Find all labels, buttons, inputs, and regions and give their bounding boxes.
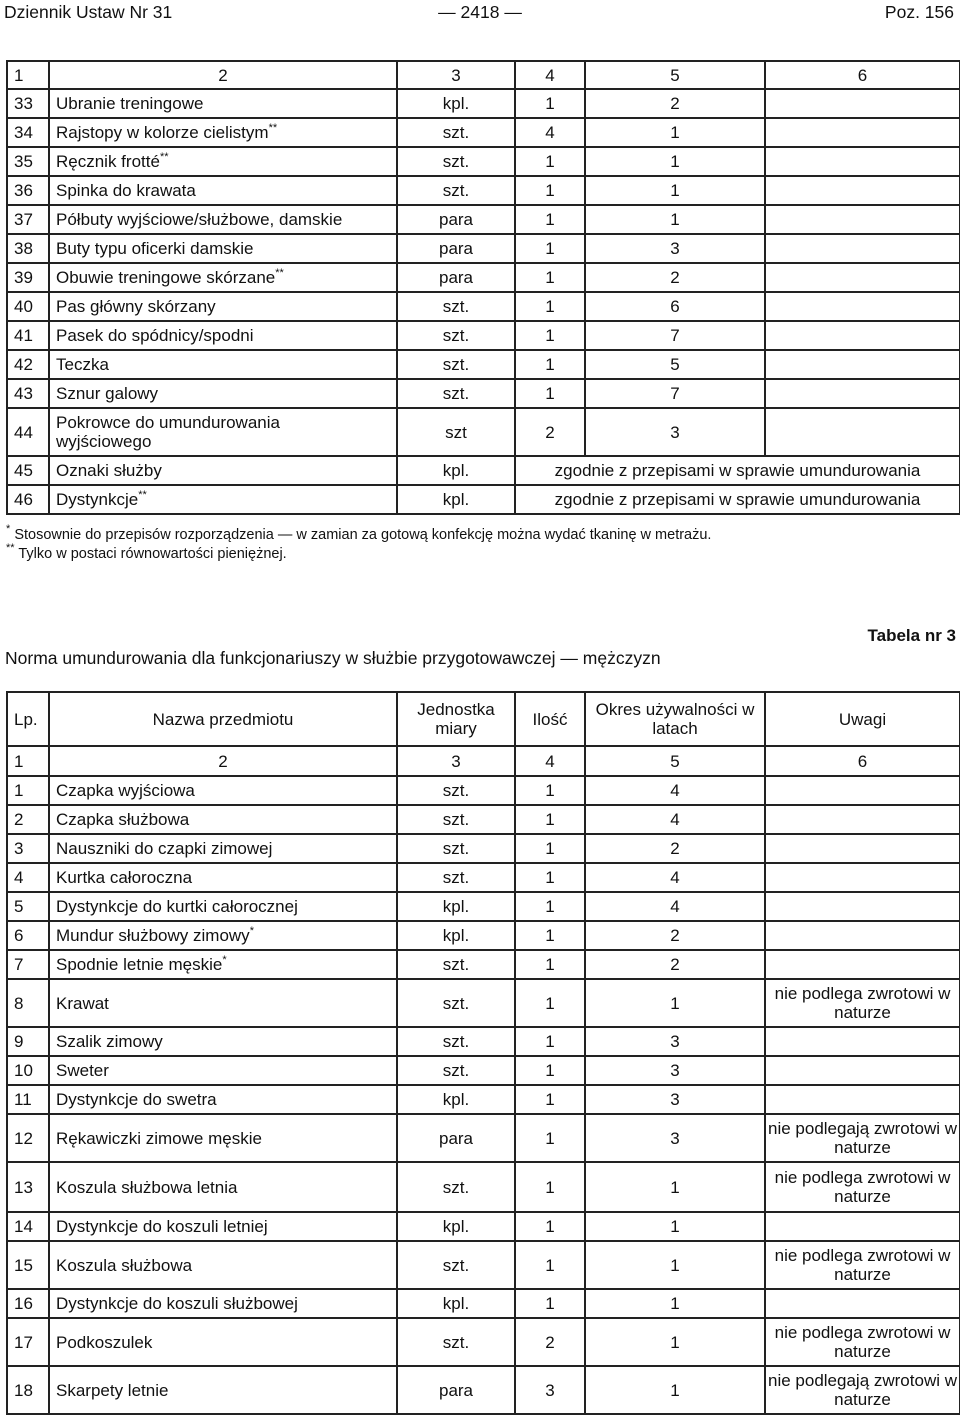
row-qty: 4 [515,118,585,147]
row-lp: 13 [7,1162,49,1212]
row-unit: szt. [397,1162,515,1212]
row-merged-note: zgodnie z przepisami w sprawie umundurowania [515,485,960,514]
row-note: nie podlega zwrotowi w naturze [765,1162,960,1212]
row-unit: kpl. [397,485,515,514]
row-qty: 1 [515,1162,585,1212]
row-qty: 1 [515,1241,585,1289]
table-label: Tabela nr 3 [867,626,956,645]
row-merged-note: zgodnie z przepisami w sprawie umundurowania [515,456,960,485]
row-unit: szt. [397,292,515,321]
row-unit: kpl. [397,456,515,485]
row-period: 6 [585,292,765,321]
table-row [7,350,960,379]
row-qty: 1 [515,1289,585,1318]
row-unit: szt. [397,147,515,176]
row-qty: 1 [515,1085,585,1114]
row-qty: 3 [515,1366,585,1414]
row-qty: 1 [515,1027,585,1056]
row-lp: 18 [7,1366,49,1414]
row-qty: 1 [515,805,585,834]
row-name: Dystynkcje** [49,485,397,514]
table-row [7,979,960,1027]
column-number: 1 [7,746,49,776]
column-number: 4 [515,746,585,776]
row-note [765,176,960,205]
row-lp: 8 [7,979,49,1027]
row-name: Koszula służbowa letnia [49,1162,397,1212]
row-name: Czapka wyjściowa [49,776,397,805]
row-period: 3 [585,1056,765,1085]
row-name: Obuwie treningowe skórzane** [49,263,397,292]
row-period: 1 [585,979,765,1027]
row-lp: 9 [7,1027,49,1056]
row-lp: 4 [7,863,49,892]
row-unit: szt [397,408,515,456]
row-unit: kpl. [397,89,515,118]
row-lp: 11 [7,1085,49,1114]
row-lp: 16 [7,1289,49,1318]
row-name: Dystynkcje do koszuli letniej [49,1212,397,1241]
table-women-continued [6,60,960,515]
row-note [765,950,960,979]
row-name: Rękawiczki zimowe męskie [49,1114,397,1162]
row-lp: 36 [7,176,49,205]
row-note [765,292,960,321]
column-number: 5 [585,746,765,776]
row-unit: kpl. [397,1212,515,1241]
row-period: 1 [585,118,765,147]
row-name: Dystynkcje do kurtki całorocznej [49,892,397,921]
table-row [7,1027,960,1056]
row-period: 1 [585,1318,765,1366]
row-note [765,321,960,350]
row-unit: szt. [397,176,515,205]
table-row [7,456,960,485]
row-period: 3 [585,234,765,263]
table-row [7,234,960,263]
row-note [765,1027,960,1056]
row-period: 1 [585,176,765,205]
row-unit: kpl. [397,1085,515,1114]
table-row [7,892,960,921]
row-period: 1 [585,1289,765,1318]
row-period: 3 [585,408,765,456]
row-period: 1 [585,205,765,234]
row-qty: 1 [515,350,585,379]
row-qty: 1 [515,863,585,892]
row-lp: 35 [7,147,49,176]
row-name: Buty typu oficerki damskie [49,234,397,263]
column-number: 3 [397,746,515,776]
row-lp: 41 [7,321,49,350]
row-lp: 12 [7,1114,49,1162]
row-name: Dystynkcje do koszuli służbowej [49,1289,397,1318]
row-name: Sweter [49,1056,397,1085]
row-period: 2 [585,834,765,863]
row-qty: 1 [515,1212,585,1241]
table-row [7,1114,960,1162]
row-name: Skarpety letnie [49,1366,397,1414]
table-row [7,1241,960,1289]
row-lp: 6 [7,921,49,950]
row-name: Ubranie treningowe [49,89,397,118]
row-unit: szt. [397,321,515,350]
journal-title: Dziennik Ustaw Nr 31 [4,2,173,22]
row-name: Dystynkcje do swetra [49,1085,397,1114]
column-number: 2 [49,61,397,89]
row-unit: szt. [397,834,515,863]
row-unit: para [397,263,515,292]
row-lp: 2 [7,805,49,834]
row-lp: 10 [7,1056,49,1085]
row-unit: szt. [397,1318,515,1366]
row-period: 1 [585,1241,765,1289]
row-note [765,205,960,234]
row-name: Ręcznik frotté** [49,147,397,176]
row-qty: 1 [515,950,585,979]
row-unit: szt. [397,118,515,147]
row-name: Czapka służbowa [49,805,397,834]
row-name: Teczka [49,350,397,379]
row-qty: 2 [515,408,585,456]
table-title: Norma umundurowania dla funkcjonariuszy w służbie przygotowawczej — mężczyzn [5,648,661,668]
row-qty: 1 [515,205,585,234]
row-lp: 33 [7,89,49,118]
column-number: 4 [515,61,585,89]
column-number-row [7,746,960,776]
row-note [765,776,960,805]
header-lp: Lp. [7,692,49,746]
row-lp: 38 [7,234,49,263]
row-period: 1 [585,147,765,176]
row-qty: 1 [515,892,585,921]
row-unit: szt. [397,979,515,1027]
table-men [6,691,960,1415]
row-lp: 17 [7,1318,49,1366]
column-number: 6 [765,61,960,89]
row-name: Koszula służbowa [49,1241,397,1289]
column-number: 2 [49,746,397,776]
table-row [7,1289,960,1318]
table-row [7,921,960,950]
row-unit: szt. [397,805,515,834]
column-number: 6 [765,746,960,776]
table-row [7,776,960,805]
row-note [765,263,960,292]
table-row [7,263,960,292]
row-name: Spodnie letnie męskie* [49,950,397,979]
row-qty: 1 [515,1114,585,1162]
table-row [7,485,960,514]
column-number: 1 [7,61,49,89]
row-unit: kpl. [397,1289,515,1318]
row-period: 1 [585,1366,765,1414]
row-note [765,834,960,863]
row-qty: 2 [515,1318,585,1366]
header-note: Uwagi [765,692,960,746]
row-note [765,350,960,379]
page-header [0,0,960,24]
table-row [7,950,960,979]
row-note [765,147,960,176]
table-row [7,379,960,408]
row-note: nie podlegają zwrotowi w naturze [765,1366,960,1414]
table-row [7,118,960,147]
row-qty: 1 [515,979,585,1027]
row-period: 2 [585,263,765,292]
table-row [7,321,960,350]
row-note [765,89,960,118]
row-qty: 1 [515,834,585,863]
header-period: Okres używalności w latach [585,692,765,746]
row-name: Rajstopy w kolorze cielistym** [49,118,397,147]
row-period: 3 [585,1027,765,1056]
row-qty: 1 [515,176,585,205]
row-name: Mundur służbowy zimowy* [49,921,397,950]
row-unit: kpl. [397,892,515,921]
row-name: Pas główny skórzany [49,292,397,321]
header-qty: Ilość [515,692,585,746]
row-qty: 1 [515,234,585,263]
row-period: 7 [585,379,765,408]
table-row [7,834,960,863]
row-unit: szt. [397,950,515,979]
row-lp: 5 [7,892,49,921]
column-number: 3 [397,61,515,89]
row-period: 4 [585,892,765,921]
row-unit: szt. [397,1027,515,1056]
row-unit: para [397,234,515,263]
row-name: Krawat [49,979,397,1027]
table-row [7,408,960,456]
row-unit: szt. [397,350,515,379]
table-row [7,805,960,834]
footnote-1: * Stosownie do przepisów rozporządzenia — w zamian za gotową konfekcję można wydać tkaninę w metrażu. [6,523,712,543]
row-lp: 45 [7,456,49,485]
row-lp: 42 [7,350,49,379]
row-note [765,1056,960,1085]
row-qty: 1 [515,263,585,292]
row-qty: 1 [515,89,585,118]
row-qty: 1 [515,147,585,176]
row-note [765,1289,960,1318]
row-period: 5 [585,350,765,379]
row-lp: 43 [7,379,49,408]
row-name: Nauszniki do czapki zimowej [49,834,397,863]
row-period: 1 [585,1162,765,1212]
row-period: 2 [585,950,765,979]
row-lp: 14 [7,1212,49,1241]
table-row [7,1056,960,1085]
row-lp: 40 [7,292,49,321]
row-lp: 37 [7,205,49,234]
row-name: Pokrowce do umundurowania wyjściowego [49,408,397,456]
row-unit: szt. [397,863,515,892]
row-unit: para [397,205,515,234]
table-row [7,205,960,234]
table-row [7,1366,960,1414]
row-lp: 1 [7,776,49,805]
row-note: nie podlega zwrotowi w naturze [765,1241,960,1289]
row-name: Spinka do krawata [49,176,397,205]
row-lp: 46 [7,485,49,514]
row-lp: 15 [7,1241,49,1289]
row-lp: 39 [7,263,49,292]
row-unit: szt. [397,1241,515,1289]
row-note: nie podlega zwrotowi w naturze [765,979,960,1027]
row-period: 3 [585,1114,765,1162]
row-name: Podkoszulek [49,1318,397,1366]
row-qty: 1 [515,921,585,950]
row-period: 4 [585,863,765,892]
column-number: 5 [585,61,765,89]
row-unit: para [397,1114,515,1162]
row-qty: 1 [515,321,585,350]
row-unit: szt. [397,776,515,805]
row-name: Sznur galowy [49,379,397,408]
table-row [7,1318,960,1366]
table-row [7,89,960,118]
row-period: 2 [585,89,765,118]
row-note [765,921,960,950]
row-unit: para [397,1366,515,1414]
row-name: Pasek do spódnicy/spodni [49,321,397,350]
row-note [765,118,960,147]
row-period: 2 [585,921,765,950]
page-number: — 2418 — [438,2,522,22]
table-row [7,1212,960,1241]
column-number-row [7,61,960,89]
row-period: 4 [585,776,765,805]
row-note [765,379,960,408]
row-period: 4 [585,805,765,834]
table-row [7,292,960,321]
row-lp: 7 [7,950,49,979]
row-name: Szalik zimowy [49,1027,397,1056]
row-note: nie podlegają zwrotowi w naturze [765,1114,960,1162]
row-lp: 3 [7,834,49,863]
row-lp: 34 [7,118,49,147]
row-unit: szt. [397,1056,515,1085]
header-unit: Jednostka miary [397,692,515,746]
row-qty: 1 [515,379,585,408]
row-note [765,1085,960,1114]
row-unit: szt. [397,379,515,408]
row-name: Oznaki służby [49,456,397,485]
row-qty: 1 [515,776,585,805]
table-row [7,176,960,205]
row-note [765,408,960,456]
header-name: Nazwa przedmiotu [49,692,397,746]
position-number: Poz. 156 [884,2,954,22]
header-row [7,692,960,746]
table-row [7,1085,960,1114]
row-note [765,805,960,834]
row-period: 1 [585,1212,765,1241]
row-note [765,234,960,263]
row-name: Kurtka całoroczna [49,863,397,892]
row-period: 7 [585,321,765,350]
table-row [7,1162,960,1212]
row-period: 3 [585,1085,765,1114]
footnote-2: ** Tylko w postaci równowartości pieniężnej. [6,542,287,562]
row-note: nie podlega zwrotowi w naturze [765,1318,960,1366]
row-note [765,863,960,892]
row-qty: 1 [515,292,585,321]
row-qty: 1 [515,1056,585,1085]
row-name: Półbuty wyjściowe/służbowe, damskie [49,205,397,234]
row-note [765,892,960,921]
row-note [765,1212,960,1241]
row-lp: 44 [7,408,49,456]
row-unit: kpl. [397,921,515,950]
table-row [7,147,960,176]
table-row [7,863,960,892]
